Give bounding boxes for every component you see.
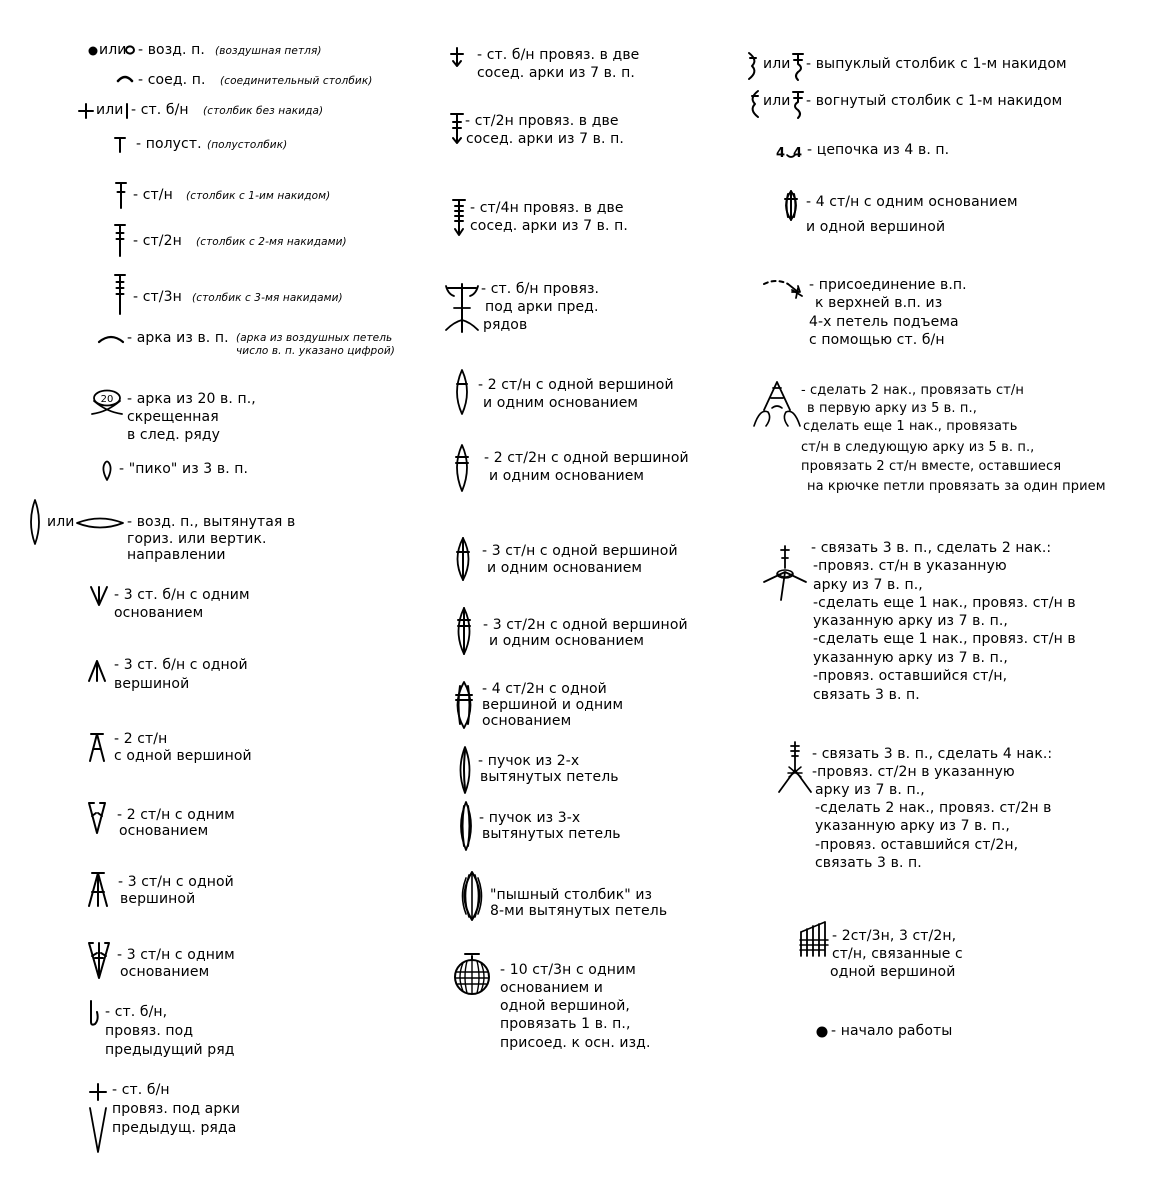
chain4-label: - цепочка из 4 в. п. xyxy=(807,142,950,158)
crossed-arch-line-2: скрещенная xyxy=(127,409,219,425)
single-crochet-note: (столбик без накида) xyxy=(203,105,324,117)
puff-line-2: 8-ми вытянутых петель xyxy=(490,903,668,919)
dc3-top-base-line-2: и одним основанием xyxy=(487,560,643,576)
single-crochet-label: - ст. б/н xyxy=(131,102,189,118)
slip-stitch-note: (соединительный столбик) xyxy=(220,75,373,87)
ttr10-line-4: провязать 1 в. п., xyxy=(500,1016,631,1032)
dc3-one-top-line-1: - 3 ст/н с одной xyxy=(118,874,234,890)
svg-text:4: 4 xyxy=(776,146,786,161)
double-treble-crochet-label: - ст/3н xyxy=(133,289,182,305)
join-chain-symbol xyxy=(762,276,810,300)
chain-open-symbol xyxy=(124,44,136,56)
treble-crochet-symbol xyxy=(113,222,127,258)
ttr-two-arches-symbol xyxy=(451,196,467,238)
back-post-label: - вогнутый столбик с 1-м накидом xyxy=(806,93,1063,109)
complex2-line-1: - связать 3 в. п., сделать 2 нак.: xyxy=(811,540,1052,556)
tr2-top-base-line-2: и одним основанием xyxy=(489,468,645,484)
back-post-dc-alt-symbol xyxy=(790,88,806,120)
sc-under-arches-line-1: - ст. б/н xyxy=(112,1082,170,1098)
complex2-line-2: -провяз. ст/н в указанную xyxy=(813,558,1007,574)
sc-two-arches-line-1: - ст. б/н провяз. в две xyxy=(477,47,640,63)
cluster3-symbol xyxy=(455,800,477,852)
double-crochet-label: - ст/н xyxy=(133,187,173,203)
puff-line-1: "пышный столбик" из xyxy=(490,887,653,903)
ttr10-line-2: основанием и xyxy=(500,980,603,996)
or-label: или xyxy=(763,93,791,109)
tr3-top-base-line-1: - 3 ст/2н с одной вершиной xyxy=(483,617,688,633)
start-label: - начало работы xyxy=(831,1023,953,1039)
dc3-one-base-symbol xyxy=(86,940,112,980)
double-treble-crochet-note: (столбик с 3-мя накидами) xyxy=(192,292,343,304)
elongated-chain-line-2: гориз. или вертик. xyxy=(127,531,267,547)
dc2-one-top-line-1: - 2 ст/н xyxy=(114,731,168,747)
mixed-group-line-2: ст/н, связанные с xyxy=(832,946,963,962)
complex1-line-4: ст/н в следующую арку из 5 в. п., xyxy=(801,440,1035,455)
slip-stitch-label: - соед. п. xyxy=(138,72,206,88)
dc2-top-base-line-1: - 2 ст/н с одной вершиной xyxy=(478,377,674,393)
back-post-dc-symbol xyxy=(746,88,762,120)
complex-dc-two-arches-symbol xyxy=(752,378,802,432)
complex3-line-7: связать 3 в. п. xyxy=(815,855,922,871)
chain-arch-label: - арка из в. п. xyxy=(127,330,229,346)
sc3-one-top-line-1: - 3 ст. б/н с одной xyxy=(114,657,248,673)
tr-two-arches-line-1: - ст/2н провяз. в две xyxy=(465,113,619,129)
complex-tr-two-symbol xyxy=(775,740,815,796)
tr3-top-base-symbol xyxy=(453,606,475,656)
cluster2-symbol xyxy=(455,745,475,795)
or-label: или xyxy=(763,56,791,72)
double-crochet-symbol xyxy=(114,180,128,210)
mixed-group-line-1: - 2ст/3н, 3 ст/2н, xyxy=(832,928,957,944)
double-treble-crochet-symbol xyxy=(113,272,127,316)
crossed-arch-line-1: - арка из 20 в. п., xyxy=(127,391,256,407)
or-label: или xyxy=(96,102,124,118)
ttr10-line-5: присоед. к осн. изд. xyxy=(500,1035,651,1051)
dc2-one-base-line-1: - 2 ст/н с одним xyxy=(117,807,235,823)
sc-under-prev-arches-line-3: рядов xyxy=(483,317,528,333)
picot-label: - "пико" из 3 в. п. xyxy=(119,461,249,477)
or-label: или xyxy=(99,42,127,58)
complex1-line-2: в первую арку из 5 в. п., xyxy=(807,401,977,416)
dc2-one-top-symbol xyxy=(86,731,108,763)
ttr10-line-3: одной вершиной, xyxy=(500,998,630,1014)
svg-text:4: 4 xyxy=(793,146,803,161)
sc3-one-base-symbol xyxy=(88,584,110,608)
front-post-dc-alt-symbol xyxy=(790,50,806,82)
cluster2-line-2: вытянутых петель xyxy=(480,769,619,785)
complex2-line-4: -сделать еще 1 нак., провяз. ст/н в xyxy=(813,595,1076,611)
complex2-line-3: арку из 7 в. п., xyxy=(813,577,923,593)
chain-arch-note-1: (арка из воздушных петель xyxy=(236,332,393,344)
sc-under-arches-line-3: предыдущ. ряда xyxy=(112,1120,237,1136)
ttr-two-arches-line-1: - ст/4н провяз. в две xyxy=(470,200,624,216)
cluster3-line-2: вытянутых петель xyxy=(482,826,621,842)
dc4-top-base-symbol xyxy=(780,188,802,222)
tr-two-arches-symbol xyxy=(449,110,465,146)
dc2-top-base-symbol xyxy=(452,368,472,416)
double-crochet-note: (столбик с 1-им накидом) xyxy=(186,190,331,202)
puff-stitch-symbol xyxy=(456,870,488,922)
chain-filled-symbol xyxy=(87,45,99,57)
join-line-2: к верхней в.п. из xyxy=(815,295,943,311)
tr4-top-base-symbol xyxy=(451,680,477,730)
chain-note: (воздушная петля) xyxy=(215,45,322,57)
sc-below-line-3: предыдущий ряд xyxy=(105,1042,235,1058)
mixed-group-line-3: одной вершиной xyxy=(830,964,956,980)
dc3-top-base-line-1: - 3 ст/н с одной вершиной xyxy=(482,543,678,559)
sc-under-prev-arches-line-1: - ст. б/н провяз. xyxy=(481,281,600,297)
chain-arch-symbol xyxy=(97,332,125,344)
sc-under-arches-symbol xyxy=(86,1082,112,1154)
ttr10-line-1: - 10 ст/3н с одним xyxy=(500,962,636,978)
complex-dc-three-symbol xyxy=(760,544,810,602)
elongated-chain-line-3: направлении xyxy=(127,547,226,563)
dc4-top-base-line-2: и одной вершиной xyxy=(806,219,946,235)
complex3-line-1: - связать 3 в. п., сделать 4 нак.: xyxy=(812,746,1053,762)
sc-under-prev-arches-symbol xyxy=(444,282,480,334)
complex1-line-5: провязать 2 ст/н вместе, оставшиеся xyxy=(801,459,1062,474)
sc3-one-base-line-2: основанием xyxy=(114,605,204,621)
ttr-two-arches-line-2: сосед. арки из 7 в. п. xyxy=(470,218,628,234)
complex3-line-5: указанную арку из 7 в. п., xyxy=(815,818,1010,834)
dc3-one-base-line-2: основанием xyxy=(120,964,210,980)
complex1-line-3: сделать еще 1 нак., провязать xyxy=(803,419,1018,434)
complex3-line-2: -провяз. ст/2н в указанную xyxy=(812,764,1015,780)
sc3-one-top-symbol xyxy=(86,658,108,684)
sc3-one-base-line-1: - 3 ст. б/н с одним xyxy=(114,587,250,603)
chain4-symbol xyxy=(775,143,805,161)
elongated-chain-vertical-symbol xyxy=(26,498,44,546)
sc3-one-top-line-2: вершиной xyxy=(114,676,190,692)
picot-symbol xyxy=(101,459,113,483)
complex2-line-7: указанную арку из 7 в. п., xyxy=(813,650,1008,666)
treble-crochet-note: (столбик с 2-мя накидами) xyxy=(196,236,347,248)
chain-arch-note-2: число в. п. указано цифрой) xyxy=(236,345,395,357)
complex1-line-6: на крючке петли провязать за один прием xyxy=(807,479,1106,494)
join-line-4: с помощью ст. б/н xyxy=(809,332,945,348)
join-line-1: - присоединение в.п. xyxy=(809,277,967,293)
dc3-one-top-line-2: вершиной xyxy=(120,891,196,907)
half-double-crochet-symbol xyxy=(113,136,127,154)
complex2-line-9: связать 3 в. п. xyxy=(813,687,920,703)
complex3-line-4: -сделать 2 нак., провяз. ст/2н в xyxy=(815,800,1052,816)
front-post-label: - выпуклый столбик с 1-м накидом xyxy=(806,56,1067,72)
dc3-top-base-symbol xyxy=(452,536,474,582)
join-line-3: 4-х петель подъема xyxy=(809,314,959,330)
cluster3-line-1: - пучок из 3-х xyxy=(479,810,581,826)
dc2-one-base-symbol xyxy=(86,800,108,836)
tr2-top-base-symbol xyxy=(452,443,472,493)
sc-two-arches-symbol xyxy=(449,46,465,68)
front-post-dc-symbol xyxy=(746,50,762,82)
dc4-top-base-line-1: - 4 ст/н с одним основанием xyxy=(806,194,1018,210)
complex2-line-8: -провяз. оставшийся ст/н, xyxy=(813,668,1008,684)
treble-crochet-label: - ст/2н xyxy=(133,233,182,249)
sc-under-arches-line-2: провяз. под арки xyxy=(112,1101,241,1117)
complex2-line-6: -сделать еще 1 нак., провяз. ст/н в xyxy=(813,631,1076,647)
single-crochet-bar-symbol xyxy=(124,102,130,120)
crossed-arch-line-3: в след. ряду xyxy=(127,427,221,443)
mixed-group-symbol xyxy=(798,918,832,958)
sc-under-prev-arches-line-2: под арки пред. xyxy=(485,299,599,315)
single-crochet-cross-symbol xyxy=(77,102,95,120)
tr4-top-base-line-3: основанием xyxy=(482,713,572,729)
start-marker-symbol xyxy=(815,1025,829,1039)
sc-below-row-symbol xyxy=(86,998,102,1028)
complex2-line-5: указанную арку из 7 в. п., xyxy=(813,613,1008,629)
dc3-one-top-symbol xyxy=(86,870,110,908)
sc-two-arches-line-2: сосед. арки из 7 в. п. xyxy=(477,65,635,81)
complex3-line-3: арку из 7 в. п., xyxy=(815,782,925,798)
tr3-top-base-line-2: и одним основанием xyxy=(489,633,645,649)
dc2-one-base-line-2: основанием xyxy=(119,823,209,839)
chain-label: - возд. п. xyxy=(138,42,205,58)
tr4-top-base-line-2: вершиной и одним xyxy=(482,697,624,713)
tr2-top-base-line-1: - 2 ст/2н с одной вершиной xyxy=(484,450,689,466)
dc2-one-top-line-2: с одной вершиной xyxy=(114,748,252,764)
slip-stitch-symbol xyxy=(115,73,135,83)
crossed-arch-number: 20 xyxy=(100,394,114,405)
complex3-line-6: -провяз. оставшийся ст/2н, xyxy=(815,837,1019,853)
or-label: или xyxy=(47,514,75,530)
dc2-top-base-line-2: и одним основанием xyxy=(483,395,639,411)
sc-below-line-1: - ст. б/н, xyxy=(105,1004,168,1020)
ttr10-one-base-symbol xyxy=(449,950,495,1000)
half-double-crochet-label: - полуст. xyxy=(136,136,202,152)
half-double-crochet-note: (полустолбик) xyxy=(207,139,288,151)
cluster2-line-1: - пучок из 2-х xyxy=(478,753,580,769)
crossed-arch-symbol xyxy=(86,388,128,418)
tr-two-arches-line-2: сосед. арки из 7 в. п. xyxy=(466,131,624,147)
elongated-chain-line-1: - возд. п., вытянутая в xyxy=(127,514,296,530)
dc3-one-base-line-1: - 3 ст/н с одним xyxy=(117,947,235,963)
sc-below-line-2: провяз. под xyxy=(105,1023,194,1039)
elongated-chain-horizontal-symbol xyxy=(75,513,125,533)
complex1-line-1: - сделать 2 нак., провязать ст/н xyxy=(801,383,1024,398)
tr4-top-base-line-1: - 4 ст/2н с одной xyxy=(482,681,607,697)
